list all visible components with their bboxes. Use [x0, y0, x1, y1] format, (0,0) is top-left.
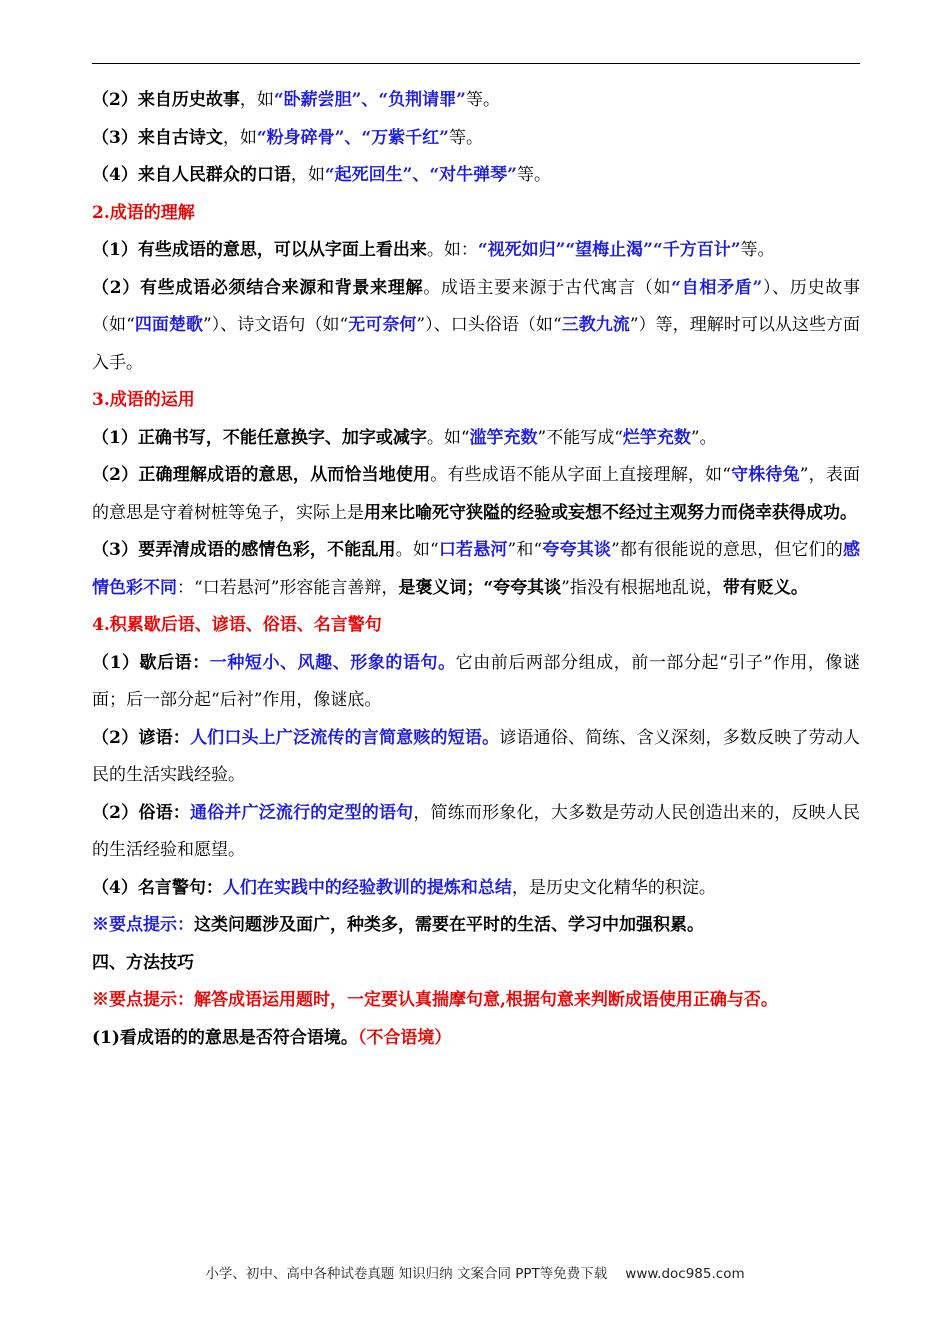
text-run: 谚语通俗、简练、含义深刻，多数反映了劳动人民的生活实践经验。: [92, 727, 861, 785]
text-run: ※要点提示：解答成语运用题时，一定要认真揣摩句意,根据句意来判断成语使用正确与否。: [92, 990, 778, 1010]
text-run: 人们口头上广泛流传的言简意赅的短语。: [189, 727, 500, 748]
paragraph: [92, 607, 860, 645]
text-run: ，如: [239, 90, 274, 110]
paragraph: [92, 457, 860, 532]
text-run: ”都有很能说的意思，但它们的: [611, 540, 843, 560]
paragraph: [92, 120, 860, 158]
paragraph: [92, 232, 860, 270]
text-run: “粉身碎骨”、“万紫千红”: [256, 127, 449, 148]
text-run: 。成语主要来源于古代寓言（如: [423, 277, 672, 298]
text-run: 滥竽充数: [469, 427, 538, 448]
text-run: ”。: [690, 427, 717, 448]
text-run: 无可奈何: [348, 315, 417, 335]
text-run: 四面楚歌: [134, 315, 203, 335]
text-run: (1)看成语的的意思是否符合语境。: [92, 1027, 358, 1048]
text-run: “视死如归”“望梅止渴”“千方百计”: [477, 240, 741, 260]
text-run: （4）名言警句：: [92, 877, 223, 898]
paragraph: [92, 795, 860, 870]
text-run: ”）、诗文语句（如“: [202, 315, 349, 335]
text-run: ，是历史文化精华的积淀。: [511, 877, 716, 898]
text-run: ）、历史故事（如“: [92, 277, 861, 335]
text-run: ，简练而形象化，大多数是劳动人民创造出来的，反映人民的生活经验和愿望。: [92, 802, 861, 860]
text-run: 等。: [516, 165, 551, 185]
text-run: 它由前后两部分组成，前一部分起“引子”作用，像谜面；后一部分起“后衬”作用，像谜底。: [92, 652, 860, 710]
text-run: 。如：: [426, 240, 478, 260]
footer-text: 小学、初中、高中各种试卷真题 知识归纳 文案合同 PPT等免费下载: [205, 1266, 608, 1282]
text-run: 四、方法技巧: [92, 952, 194, 973]
text-run: ※要点提示：: [92, 915, 194, 935]
text-run: 夸夸其谈: [542, 540, 612, 560]
text-run: （1）正确书写，不能任意换字、加字或减字: [92, 427, 427, 448]
text-run: ”指没有根据地乱说，: [561, 577, 723, 598]
text-run: （2）俗语：: [92, 802, 190, 823]
text-run: 口若悬河: [438, 540, 508, 560]
paragraph: [92, 82, 860, 120]
text-run: （2）正确理解成语的意思，从而恰当地使用: [92, 465, 431, 485]
text-run: ”）、口头俗语（如“: [416, 315, 562, 335]
text-run: （2）有些成语必须结合来源和背景来理解: [92, 277, 424, 298]
text-run: 等。: [448, 127, 483, 148]
text-run: ”）等，理解时可以从这些方面入手。: [92, 315, 861, 373]
footer-site: www.doc985.com: [625, 1266, 745, 1282]
document-body: [92, 82, 860, 1057]
paragraph: [92, 982, 860, 1020]
text-run: 带有贬义。: [722, 577, 808, 598]
text-run: ，如: [222, 127, 257, 148]
text-run: ：“口若悬河”形容能言善辩，: [177, 577, 399, 598]
paragraph: [92, 907, 860, 945]
text-run: 感情色彩不同: [92, 540, 860, 598]
text-run: 等。: [740, 240, 775, 260]
text-run: 。有些成语不能从字面上直接理解，如“: [430, 465, 731, 485]
text-run: （1）歇后语：: [92, 652, 210, 673]
text-run: “起死回生”、“对牛弹琴”: [324, 165, 517, 185]
text-run: 烂竽充数: [622, 427, 691, 448]
text-run: 是褒义词；“夸夸其谈: [398, 577, 562, 598]
paragraph: [92, 420, 860, 458]
text-run: 用来比喻死守狭隘的经验或妄想不经过主观努力而侥幸获得成功。: [364, 502, 857, 523]
text-run: 等。: [465, 90, 500, 110]
text-run: 这类问题涉及面广，种类多，需要在平时的生活、学习中加强积累。: [194, 915, 704, 935]
text-run: 2.成语的理解: [92, 202, 195, 223]
header-rule: [92, 63, 860, 64]
paragraph: [92, 157, 860, 195]
paragraph: [92, 532, 860, 607]
text-run: 。如“: [426, 427, 470, 448]
text-run: （3）要弄清成语的感情色彩，不能乱用: [92, 540, 396, 560]
text-run: 一种短小、风趣、形象的语句。: [209, 652, 456, 673]
text-run: “自相矛盾”: [671, 277, 763, 298]
text-run: ”和“: [507, 540, 543, 560]
text-run: （不合语境）: [357, 1027, 452, 1048]
text-run: 守株待兔: [730, 465, 800, 485]
paragraph: [92, 720, 860, 795]
text-run: ”，表面的意思是守着树桩等兔子，实际上是: [92, 465, 860, 523]
paragraph: [92, 645, 860, 720]
text-run: （2）谚语：: [92, 727, 190, 748]
text-run: （4）来自人民群众的口语: [92, 165, 291, 185]
text-run: 。如“: [395, 540, 439, 560]
paragraph: [92, 1020, 860, 1058]
text-run: 三教九流: [561, 315, 630, 335]
paragraph: [92, 270, 860, 383]
text-run: 人们在实践中的经验教训的提炼和总结: [222, 877, 512, 898]
text-run: 3.成语的运用: [92, 390, 195, 410]
text-run: ，如: [290, 165, 325, 185]
text-run: （2）来自历史故事: [92, 90, 240, 110]
text-run: （1）有些成语的意思，可以从字面上看出来: [92, 240, 427, 260]
text-run: （3）来自古诗文: [92, 127, 223, 148]
paragraph: [92, 870, 860, 908]
paragraph: [92, 945, 860, 983]
page-footer: [0, 1262, 950, 1282]
paragraph: [92, 382, 860, 420]
text-run: 4.积累歇后语、谚语、俗语、名言警句: [92, 615, 382, 635]
text-run: 通俗并广泛流行的定型的语句: [189, 802, 414, 823]
text-run: ”不能写成“: [537, 427, 623, 448]
paragraph: [92, 195, 860, 233]
text-run: “卧薪尝胆”、“负荆请罪”: [273, 90, 466, 110]
